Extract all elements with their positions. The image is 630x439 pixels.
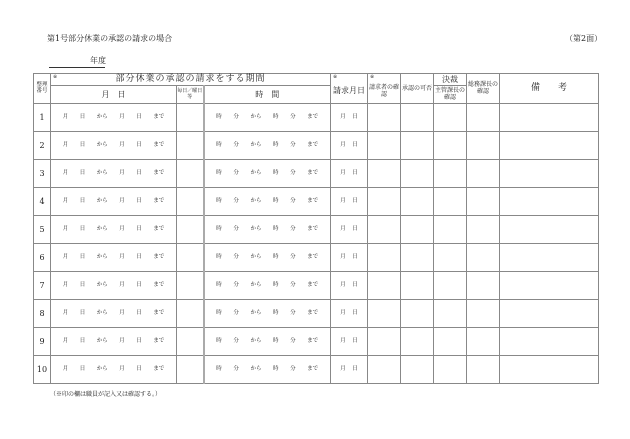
header-general: 総務課長の確認	[467, 74, 500, 104]
manager-confirm-cell[interactable]	[434, 299, 467, 327]
date-token: から	[96, 114, 108, 120]
time-token: 時	[273, 254, 279, 260]
time-token: 時	[273, 198, 279, 204]
time-token: 分	[290, 198, 296, 204]
request-date-cell[interactable]	[331, 355, 368, 383]
header-manager: 主管課長の確認	[435, 87, 466, 102]
header-period-label: 部分休業の承認の請求をする期間	[115, 74, 266, 84]
daily-cell[interactable]	[177, 103, 204, 131]
reqdate-token: 月	[340, 226, 346, 232]
daily-cell[interactable]	[177, 243, 204, 271]
header-time: 時 間	[204, 85, 331, 103]
request-date-cell[interactable]	[331, 243, 368, 271]
date-token: 月	[119, 198, 125, 204]
time-range-cell[interactable]	[204, 327, 331, 355]
date-token: 日	[79, 170, 86, 176]
reqdate-token: 月	[340, 198, 346, 204]
request-date-cell[interactable]	[331, 103, 368, 131]
remarks-cell[interactable]	[500, 243, 599, 271]
time-token: まで	[307, 114, 319, 120]
date-token: から	[96, 338, 108, 344]
header-daily: 毎日／曜日等	[177, 85, 204, 103]
time-token: 分	[233, 282, 239, 288]
request-date-cell[interactable]	[331, 159, 368, 187]
requester-confirm-cell[interactable]	[368, 327, 401, 355]
manager-confirm-cell[interactable]	[434, 159, 467, 187]
approval-cell[interactable]	[401, 299, 434, 327]
time-range-cell[interactable]	[204, 159, 331, 187]
request-date-cell[interactable]	[331, 131, 368, 159]
manager-confirm-cell[interactable]	[434, 355, 467, 383]
time-range-cell[interactable]	[204, 131, 331, 159]
general-confirm-cell[interactable]	[467, 187, 500, 215]
date-token: 月	[62, 254, 69, 260]
date-token: 日	[136, 226, 142, 232]
daily-cell[interactable]	[177, 271, 204, 299]
footnote: （※印の欄は職員が記入又は確認する。）	[50, 391, 162, 398]
requester-confirm-cell[interactable]	[368, 271, 401, 299]
date-token: 日	[136, 198, 142, 204]
time-token: から	[250, 142, 262, 148]
manager-confirm-cell[interactable]	[434, 187, 467, 215]
date-token: まで	[153, 310, 165, 316]
approval-cell[interactable]	[401, 131, 434, 159]
time-token: 分	[290, 170, 296, 176]
request-date-cell[interactable]	[331, 327, 368, 355]
request-date-cell[interactable]	[331, 271, 368, 299]
approval-cell[interactable]	[401, 327, 434, 355]
date-token: 月	[62, 170, 69, 176]
approval-cell[interactable]	[401, 243, 434, 271]
header-decision: 決裁	[434, 74, 467, 86]
fiscal-year-label: 年度	[90, 56, 106, 65]
time-token: から	[250, 254, 262, 260]
row-number: 2	[34, 131, 51, 159]
date-token: 月	[119, 338, 125, 344]
time-token: 時	[273, 282, 279, 288]
time-token: から	[250, 198, 262, 204]
time-token: 時	[216, 142, 222, 148]
date-range-cell[interactable]	[51, 103, 177, 131]
approval-cell[interactable]	[401, 271, 434, 299]
date-token: 月	[119, 226, 125, 232]
time-token: 分	[290, 310, 296, 316]
time-token: 時	[216, 310, 222, 316]
date-token: まで	[153, 254, 165, 260]
row-number: 7	[34, 271, 51, 299]
requester-confirm-cell[interactable]	[368, 243, 401, 271]
row-number: 4	[34, 187, 51, 215]
reqdate-token: 月	[340, 338, 346, 344]
time-range-cell[interactable]	[204, 103, 331, 131]
date-token: 日	[136, 366, 142, 372]
date-range-cell[interactable]	[51, 355, 177, 383]
manager-confirm-cell[interactable]	[434, 103, 467, 131]
date-token: から	[96, 142, 108, 148]
date-token: まで	[153, 142, 165, 148]
date-token: まで	[153, 282, 165, 288]
date-token: 日	[79, 282, 86, 288]
row-number: 5	[34, 215, 51, 243]
time-token: から	[250, 226, 262, 232]
row-number: 10	[34, 355, 51, 383]
approval-cell[interactable]	[401, 159, 434, 187]
date-range-cell[interactable]	[51, 327, 177, 355]
table-row	[34, 299, 599, 327]
manager-confirm-cell[interactable]	[434, 271, 467, 299]
requester-confirm-cell[interactable]	[368, 299, 401, 327]
reqdate-token: 月	[340, 142, 346, 148]
daily-cell[interactable]	[177, 299, 204, 327]
time-token: 時	[273, 310, 279, 316]
remarks-cell[interactable]	[500, 187, 599, 215]
date-range-cell[interactable]	[51, 215, 177, 243]
time-token: 時	[273, 114, 279, 120]
time-range-cell[interactable]	[204, 187, 331, 215]
remarks-cell[interactable]	[500, 131, 599, 159]
date-token: 日	[136, 310, 142, 316]
time-token: まで	[307, 170, 319, 176]
time-token: 分	[233, 142, 239, 148]
general-confirm-cell[interactable]	[467, 159, 500, 187]
table-row	[34, 187, 599, 215]
date-token: 月	[119, 366, 125, 372]
date-token: から	[96, 366, 108, 372]
requester-confirm-cell[interactable]	[368, 159, 401, 187]
table-row	[34, 355, 599, 383]
date-token: 日	[136, 338, 142, 344]
date-token: 日	[79, 366, 86, 372]
year-input-line[interactable]	[49, 67, 105, 68]
remarks-cell[interactable]	[500, 299, 599, 327]
time-range-cell[interactable]	[204, 215, 331, 243]
time-token: 時	[216, 114, 222, 120]
daily-cell[interactable]	[177, 131, 204, 159]
time-token: から	[250, 170, 262, 176]
time-token: 時	[216, 338, 222, 344]
request-date-cell[interactable]	[331, 299, 368, 327]
mark: ※	[370, 74, 375, 80]
time-token: 分	[233, 366, 239, 372]
time-token: 分	[233, 114, 239, 120]
date-token: まで	[153, 198, 165, 204]
reqdate-token: 日	[352, 254, 358, 260]
time-token: 時	[273, 142, 279, 148]
time-token: 時	[273, 226, 279, 232]
date-token: 日	[79, 254, 86, 260]
date-token: から	[96, 226, 108, 232]
table-row	[34, 215, 599, 243]
time-token: から	[250, 366, 262, 372]
reqdate-token: 日	[352, 338, 358, 344]
reqdate-token: 日	[352, 310, 358, 316]
reqdate-token: 日	[352, 366, 358, 372]
table-row	[34, 159, 599, 187]
approval-cell[interactable]	[401, 187, 434, 215]
date-token: から	[96, 254, 108, 260]
header-request-date-label: 請求月日	[333, 86, 366, 95]
time-token: 分	[233, 338, 239, 344]
time-token: 時	[216, 170, 222, 176]
time-token: 分	[233, 170, 239, 176]
general-confirm-cell[interactable]	[467, 103, 500, 131]
general-confirm-cell[interactable]	[467, 215, 500, 243]
approval-cell[interactable]	[401, 355, 434, 383]
general-confirm-cell[interactable]	[467, 355, 500, 383]
date-token: 日	[79, 310, 86, 316]
remarks-cell[interactable]	[500, 103, 599, 131]
general-confirm-cell[interactable]	[467, 271, 500, 299]
time-token: 時	[216, 282, 222, 288]
date-token: まで	[153, 170, 165, 176]
date-token: 月	[119, 142, 125, 148]
date-token: 月	[62, 226, 69, 232]
header-no: 整理番号	[34, 74, 51, 104]
date-token: 日	[136, 254, 142, 260]
table-row	[34, 131, 599, 159]
time-token: 分	[290, 338, 296, 344]
time-token: 分	[290, 366, 296, 372]
time-token: から	[250, 282, 262, 288]
date-token: 日	[79, 142, 86, 148]
time-token: 分	[290, 114, 296, 120]
date-token: 月	[119, 254, 125, 260]
request-date-cell[interactable]	[331, 215, 368, 243]
date-token: まで	[153, 114, 165, 120]
header-remarks: 備 考	[500, 74, 599, 104]
date-token: 月	[62, 198, 69, 204]
row-number: 6	[34, 243, 51, 271]
header-request-date	[331, 74, 368, 104]
row-number: 9	[34, 327, 51, 355]
remarks-cell[interactable]	[500, 271, 599, 299]
daily-cell[interactable]	[177, 159, 204, 187]
time-range-cell[interactable]	[204, 271, 331, 299]
page-label: （第2面）	[565, 34, 603, 43]
date-token: から	[96, 310, 108, 316]
date-token: から	[96, 282, 108, 288]
header-period	[51, 74, 331, 86]
header-approval: 承認の可否	[401, 74, 434, 104]
date-token: 月	[62, 366, 69, 372]
time-token: から	[250, 338, 262, 344]
reqdate-token: 日	[352, 226, 358, 232]
time-token: 分	[290, 226, 296, 232]
requester-confirm-cell[interactable]	[368, 215, 401, 243]
time-token: 時	[216, 366, 222, 372]
date-token: 月	[119, 310, 125, 316]
date-token: 月	[62, 310, 69, 316]
date-token: 日	[79, 198, 86, 204]
time-token: 分	[233, 310, 239, 316]
reqdate-token: 月	[340, 114, 346, 120]
reqdate-token: 日	[352, 198, 358, 204]
request-table	[33, 73, 599, 384]
time-token: まで	[307, 338, 319, 344]
time-range-cell[interactable]	[204, 243, 331, 271]
table-row	[34, 271, 599, 299]
time-token: から	[250, 114, 262, 120]
date-token: から	[96, 170, 108, 176]
table-row	[34, 103, 599, 131]
time-range-cell[interactable]	[204, 355, 331, 383]
manager-confirm-cell[interactable]	[434, 243, 467, 271]
date-range-cell[interactable]	[51, 159, 177, 187]
time-token: 分	[233, 226, 239, 232]
daily-cell[interactable]	[177, 215, 204, 243]
date-token: 月	[119, 114, 125, 120]
date-token: まで	[153, 338, 165, 344]
date-token: 月	[62, 142, 69, 148]
requester-confirm-cell[interactable]	[368, 131, 401, 159]
date-token: 月	[62, 114, 69, 120]
general-confirm-cell[interactable]	[467, 131, 500, 159]
time-token: から	[250, 310, 262, 316]
approval-cell[interactable]	[401, 103, 434, 131]
request-date-cell[interactable]	[331, 187, 368, 215]
time-token: 時	[273, 338, 279, 344]
date-token: 月	[119, 170, 125, 176]
remarks-cell[interactable]	[500, 327, 599, 355]
date-token: 日	[79, 338, 86, 344]
header-requester	[368, 74, 401, 104]
daily-cell[interactable]	[177, 355, 204, 383]
time-token: まで	[307, 254, 319, 260]
reqdate-token: 月	[340, 170, 346, 176]
table-row	[34, 243, 599, 271]
manager-confirm-cell[interactable]	[434, 327, 467, 355]
manager-confirm-cell[interactable]	[434, 215, 467, 243]
reqdate-token: 月	[340, 310, 346, 316]
time-token: 分	[233, 198, 239, 204]
time-token: 分	[290, 282, 296, 288]
reqdate-token: 月	[340, 366, 346, 372]
date-token: 日	[136, 282, 142, 288]
date-token: 日	[79, 114, 86, 120]
reqdate-token: 月	[340, 282, 346, 288]
date-range-cell[interactable]	[51, 299, 177, 327]
date-range-cell[interactable]	[51, 271, 177, 299]
date-range-cell[interactable]	[51, 131, 177, 159]
time-token: まで	[307, 366, 319, 372]
time-token: 時	[273, 170, 279, 176]
date-range-cell[interactable]	[51, 243, 177, 271]
remarks-cell[interactable]	[500, 215, 599, 243]
date-range-cell[interactable]	[51, 187, 177, 215]
form-title: 第1号部分休業の承認の請求の場合	[47, 34, 173, 43]
time-token: まで	[307, 142, 319, 148]
time-token: 分	[290, 254, 296, 260]
header-requester-label: 請求者の確認	[369, 84, 400, 99]
general-confirm-cell[interactable]	[467, 243, 500, 271]
general-confirm-cell[interactable]	[467, 327, 500, 355]
header-date: 月 日	[51, 85, 177, 103]
date-token: 月	[119, 282, 125, 288]
manager-confirm-cell[interactable]	[434, 131, 467, 159]
table-row	[34, 327, 599, 355]
requester-confirm-cell[interactable]	[368, 187, 401, 215]
reqdate-token: 日	[352, 142, 358, 148]
daily-cell[interactable]	[177, 187, 204, 215]
time-token: 時	[273, 366, 279, 372]
date-token: 日	[79, 226, 86, 232]
date-token: 月	[62, 282, 69, 288]
daily-cell[interactable]	[177, 327, 204, 355]
row-number: 1	[34, 103, 51, 131]
approval-cell[interactable]	[401, 215, 434, 243]
general-confirm-cell[interactable]	[467, 299, 500, 327]
date-token: 日	[136, 114, 142, 120]
time-token: 分	[233, 254, 239, 260]
reqdate-token: 日	[352, 114, 358, 120]
date-token: まで	[153, 226, 165, 232]
reqdate-token: 月	[340, 254, 346, 260]
date-token: 月	[62, 338, 69, 344]
date-token: 日	[136, 170, 142, 176]
date-token: まで	[153, 366, 165, 372]
row-number: 3	[34, 159, 51, 187]
mark: ※	[53, 74, 58, 80]
time-token: まで	[307, 282, 319, 288]
time-token: まで	[307, 198, 319, 204]
reqdate-token: 日	[352, 170, 358, 176]
mark: ※	[333, 74, 338, 80]
requester-confirm-cell[interactable]	[368, 103, 401, 131]
time-range-cell[interactable]	[204, 299, 331, 327]
time-token: 時	[216, 226, 222, 232]
remarks-cell[interactable]	[500, 159, 599, 187]
remarks-cell[interactable]	[500, 355, 599, 383]
date-token: 日	[136, 142, 142, 148]
requester-confirm-cell[interactable]	[368, 355, 401, 383]
time-token: 時	[216, 198, 222, 204]
time-token: 分	[290, 142, 296, 148]
time-token: まで	[307, 226, 319, 232]
date-token: から	[96, 198, 108, 204]
reqdate-token: 日	[352, 282, 358, 288]
row-number: 8	[34, 299, 51, 327]
time-token: 時	[216, 254, 222, 260]
time-token: まで	[307, 310, 319, 316]
